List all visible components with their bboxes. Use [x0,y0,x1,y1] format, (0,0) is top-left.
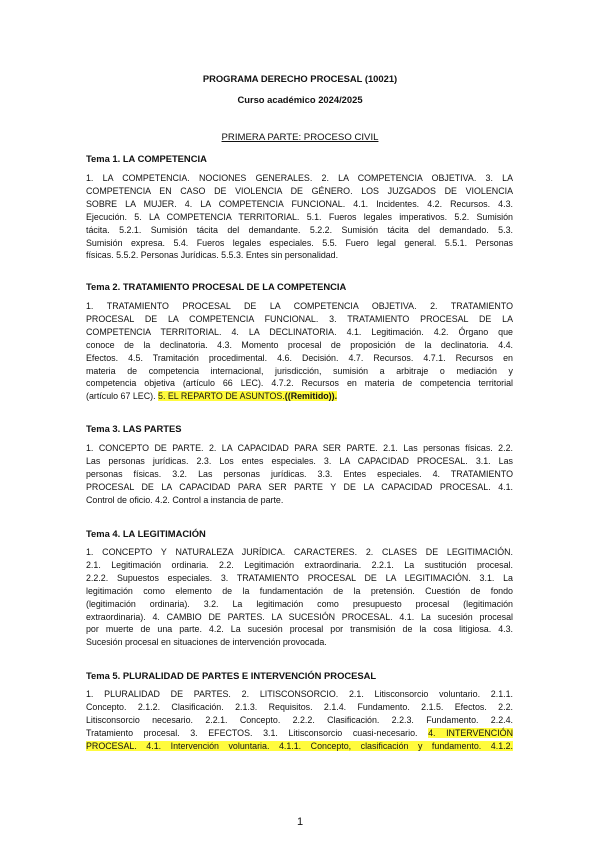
text-line: PROCESAL DE LA COMPETENCIA FUNCIONAL. 3. TRATAMIENTO PROCESAL DE LA [86,313,513,324]
text-line: Efectos. 4.5. Tramitación procedimental. 4.6. Decisión. 4.7. Recursos. 4.7.1. Recursos en [86,352,513,363]
highlighted-text: 5. EL REPARTO DE ASUNTOS. [158,391,285,402]
text-line: competencia objetiva (artículo 66 LEC). 4.7.2. Recursos en materia de competencia territorial [86,378,513,389]
text-line: personas físicas. 3.2. Las personas jurídicas. 3.3. Entes especiales. 4. TRATAMIENTO [86,468,513,479]
text-line: 2.1. Legitimación ordinaria. 2.2. Legitimación extraordinaria. 2.2.1. La sustitución procesal. [86,559,513,570]
tema5-paragraph [86,688,513,753]
text-line: conoce de la declinatoria. 4.3. Momento procesal de proposición de la declinatoria. 4.4. [86,339,513,350]
text-line: Las personas jurídicas. 2.3. Los entes especiales. 3. LA CAPACIDAD PROCESAL. 3.1. Las [86,455,513,466]
text-line: Litisconsorcio necesario. 2.2.1. Concepto. 2.2.2. Clasificación. 2.2.3. Fundamento. 2.2.4. [86,714,513,725]
text-line: 1. LA COMPETENCIA. NOCIONES GENERALES. 2. LA COMPETENCIA OBJETIVA. 3. LA [86,173,513,183]
text-line: Concepto. 2.1.2. Clasificación. 2.1.3. Requisitos. 2.1.4. Fundamento. 2.1.5. Efectos. 2.2. [86,701,513,712]
text-segment: Tratamiento procesal. 3. EFECTOS. 3.1. Litisconsorcio cuasi-necesario. [86,727,429,738]
course-year: Curso académico 2024/2025 [237,94,363,105]
text-line: Ejecución. 5. LA COMPETENCIA TERRITORIAL. 5.1. Fueros legales imperativos. 5.2. Sumisión [86,211,513,222]
text-line [86,390,513,403]
text-line: legitimación como elemento de la fundamentación de la pretensión. Cuestión de fondo [86,585,513,596]
highlighted-remitido: ((Remitido)). [284,391,338,402]
text-line: 1. CONCEPTO Y NATURALEZA JURÍDICA. CARACTERES. 2. CLASES DE LEGITIMACIÓN. [86,547,513,557]
text-line: Sucesión procesal en situaciones de intervención provocada. [86,637,327,648]
text-line [86,727,513,740]
tema3-paragraph [86,442,513,507]
tema2-paragraph [86,300,513,403]
text-line: SOBRE LA MUJER. 4. LA COMPETENCIA FUNCIONAL. 4.1. Incidentes. 4.2. Recursos. 4.3. [86,198,513,209]
text-segment: (artículo 67 LEC). [86,391,159,402]
tema4-paragraph [86,546,513,649]
text-line: PROCESAL DE LA CAPACIDAD PARA SER PARTE Y DE LA CAPACIDAD PROCESAL. 4.1. [86,481,513,492]
page-number: 1 [296,816,304,828]
text-line: tácita. 5.2.1. Sumisión tácita del demandante. 5.2.2. Sumisión tácita del demandado. 5.3. [86,224,513,235]
text-line: 1. TRATAMIENTO PROCESAL DE LA COMPETENCIA OBJETIVA. 2. TRATAMIENTO [86,301,513,311]
text-line: Sumisión expresa. 5.4. Fueros legales especiales. 5.5. Fuero legal general. 5.5.1. Personas [86,237,513,248]
tema1-paragraph [86,172,513,262]
tema1-heading: Tema 1. LA COMPETENCIA [86,153,207,164]
highlighted-text: PROCESAL. 4.1. Intervención voluntaria. 4.1.1. Concepto, clasificación y fundamento. 4.1.2. [86,740,513,751]
text-line [86,740,513,753]
text-line: COMPETENCIA TERRITORIAL. 4. LA DECLINATORIA. 4.1. Legitimación. 4.2. Órgano que [86,326,513,337]
text-line: COMPETENCIA EN CASO DE VIOLENCIA DE GÉNERO. LOS JUZGADOS DE VIOLENCIA [86,185,513,196]
highlighted-text: 4. INTERVENCIÓN [428,727,513,738]
text-line: materia de competencia internacional, jurisdicción, sumisión a arbitraje o mediación y [86,365,513,376]
text-line: físicas. 5.5.2. Personas Jurídicas. 5.5.3. Entes sin personalidad. [86,250,339,261]
text-line: por muerte de una parte. 4.2. La sucesión procesal por transmisión de la cosa litigiosa. 4.3. [86,624,513,635]
part-title: PRIMERA PARTE: PROCESO CIVIL [221,132,379,143]
text-line: 1. PLURALIDAD DE PARTES. 2. LITISCONSORCIO. 2.1. Litisconsorcio voluntario. 2.1.1. [86,689,513,699]
text-line: extraordinaria). 4. CAMBIO DE PARTES. LA SUCESIÓN PROCESAL. 4.1. La sucesión procesal [86,611,513,622]
tema4-heading: Tema 4. LA LEGITIMACIÓN [86,528,206,539]
tema5-heading: Tema 5. PLURALIDAD DE PARTES E INTERVENCIÓN PROCESAL [86,670,377,681]
tema2-heading: Tema 2. TRATAMIENTO PROCESAL DE LA COMPETENCIA [86,281,347,292]
tema3-heading: Tema 3. LAS PARTES [86,423,182,434]
text-line: 1. CONCEPTO DE PARTE. 2. LA CAPACIDAD PARA SER PARTE. 2.1. Las personas físicas. 2.2. [86,443,513,453]
text-line: Control de oficio. 4.2. Control a instancia de parte. [86,494,284,505]
text-line: (legitimación ordinaria). 3.2. La legitimación como presupuesto procesal (legitimación [86,598,513,609]
text-line: 2.2.2. Supuestos especiales. 3. TRATAMIENTO PROCESAL DE LA LEGITIMACIÓN. 3.1. La [86,572,513,583]
program-title: PROGRAMA DERECHO PROCESAL (10021) [202,73,398,84]
